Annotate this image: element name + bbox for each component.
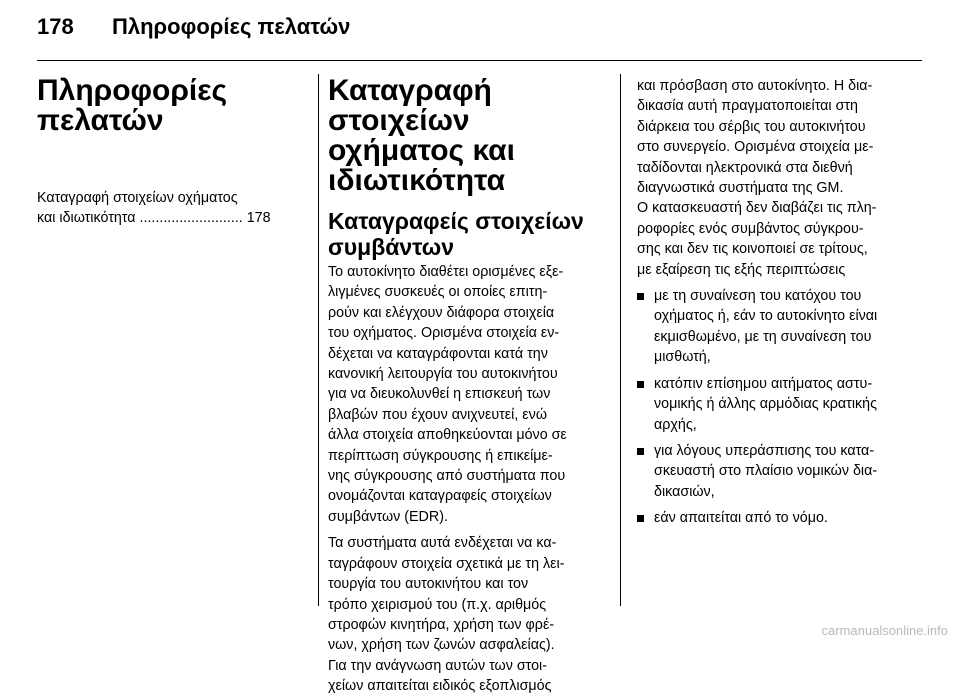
toc-entry-line: Καταγραφή στοιχείων οχήματος — [37, 190, 238, 206]
text-line: Τα συστήματα αυτά ενδέχεται να κα- — [328, 535, 557, 552]
list-item — [637, 441, 922, 502]
text-line: ρούν και ελέγχουν διάφορα στοιχεία — [328, 304, 555, 321]
paragraph-edr-intro — [328, 262, 608, 527]
exceptions-list — [637, 286, 922, 528]
bullet-square-icon — [637, 293, 644, 300]
text-line: ροφορίες ενός συμβάντος σύγκρου- — [637, 220, 864, 237]
text-line: περίπτωση σύγκρουσης ή επικείμε- — [328, 447, 553, 464]
text-line: δικασιών, — [654, 483, 715, 500]
text-line: εκμισθωμένο, με τη συναίνεση του — [654, 328, 872, 345]
text-line: ταδίδονται ηλεκτρονικά στα διεθνή — [637, 159, 853, 176]
text-line: στο συνεργείο. Ορισμένα στοιχεία με- — [637, 139, 874, 156]
text-line: δέχεται να καταγράφονται κατά την — [328, 345, 548, 362]
text-line: σκευαστή στο πλαίσιο νομικών δια- — [654, 463, 878, 480]
list-item — [637, 374, 922, 435]
column-divider-right — [620, 74, 621, 606]
paragraph-edr-data — [328, 533, 608, 696]
section-heading — [328, 76, 608, 196]
text-line: νομικής ή άλλης αρμόδιας κρατικής — [654, 396, 877, 413]
chapter-heading — [37, 76, 302, 136]
running-title: Πληροφορίες πελατών — [112, 14, 351, 39]
text-line: του οχήματος. Ορισμένα στοιχεία εν- — [328, 325, 560, 342]
watermark: carmanualsonline.info — [821, 623, 948, 638]
text-line: για λόγους υπεράσπισης του κατα- — [654, 442, 875, 459]
section-heading-line: οχήματος και — [328, 134, 515, 167]
list-item — [637, 508, 922, 528]
text-line: για να διευκολυνθεί η επισκευή των — [328, 386, 551, 403]
subsection-heading-line: Καταγραφείς στοιχείων — [328, 208, 584, 234]
text-line: τουργία του αυτοκινήτου και τον — [328, 576, 529, 593]
page-number: 178 — [37, 14, 74, 39]
section-heading-line: Καταγραφή στοιχείων — [328, 74, 492, 137]
text-line: συμβάντων (EDR). — [328, 508, 448, 525]
text-line: τρόπο χειρισμού του (π.χ. αριθμός — [328, 596, 547, 613]
bullet-square-icon — [637, 515, 644, 522]
text-line: κανονική λειτουργία του αυτοκινήτου — [328, 366, 558, 383]
text-line: με τη συναίνεση του κατόχου του — [654, 288, 862, 305]
text-line: λιγμένες συσκευές οι οποίες επιτη- — [328, 284, 548, 301]
text-line: ταγράφουν στοιχεία σχετικά με τη λει- — [328, 555, 565, 572]
text-line: άλλα στοιχεία αποθηκεύονται μόνο σε — [328, 427, 567, 444]
text-line: νων, χρήση των ζωνών ασφαλείας). — [328, 637, 555, 654]
text-line: ονομάζονται καταγραφείς στοιχείων — [328, 488, 552, 505]
subsection-heading — [328, 208, 608, 260]
left-column — [37, 76, 302, 229]
page-header — [37, 14, 350, 40]
section-heading-line: ιδιωτικότητα — [328, 164, 506, 197]
chapter-heading-line: Πληροφορίες — [37, 74, 228, 107]
text-line: μισθωτή, — [654, 349, 711, 366]
header-rule — [37, 60, 922, 61]
text-line: στροφών κινητήρα, χρήση των φρέ- — [328, 616, 555, 633]
text-line: οχήματος ή, εάν το αυτοκίνητο είναι — [654, 308, 878, 325]
text-line: νης σύγκρουσης από συστήματα που — [328, 468, 566, 485]
text-line: με εξαίρεση τις εξής περιπτώσεις — [637, 261, 846, 278]
subsection-heading-line: συμβάντων — [328, 234, 455, 260]
text-line: διάρκεια του σέρβις του αυτοκινήτου — [637, 118, 866, 135]
text-line: κατόπιν επίσημου αιτήματος αστυ- — [654, 375, 873, 392]
text-line: χείων απαιτείται ειδικός εξοπλισμός — [328, 678, 552, 695]
text-line: εάν απαιτείται από το νόμο. — [654, 510, 828, 527]
text-line: σης και δεν τις κοινοποιεί σε τρίτους, — [637, 241, 868, 258]
text-line: Για την ανάγνωση αυτών των στοι- — [328, 657, 547, 674]
toc-entry-line: και ιδιωτικότητα .......................... 178 — [37, 210, 271, 227]
bullet-square-icon — [637, 381, 644, 388]
right-column — [637, 76, 922, 535]
text-line: Το αυτοκίνητο διαθέτει ορισμένες εξε- — [328, 264, 564, 280]
text-line: και πρόσβαση στο αυτοκίνητο. Η δια- — [637, 78, 873, 94]
middle-column — [328, 76, 608, 697]
text-line: αρχής, — [654, 416, 697, 433]
paragraph-access — [637, 76, 922, 280]
column-divider-left — [318, 74, 319, 606]
text-line: Ο κατασκευαστή δεν διαβάζει τις πλη- — [637, 200, 877, 217]
list-item — [637, 286, 922, 368]
toc-entry[interactable] — [37, 188, 302, 229]
text-line: βλαβών που έχουν ανιχνευτεί, ενώ — [328, 406, 547, 423]
chapter-heading-line: πελατών — [37, 104, 164, 137]
text-line: δικασία αυτή πραγματοποιείται στη — [637, 98, 858, 115]
text-line: διαγνωστικά συστήματα της GM. — [637, 180, 844, 197]
bullet-square-icon — [637, 448, 644, 455]
